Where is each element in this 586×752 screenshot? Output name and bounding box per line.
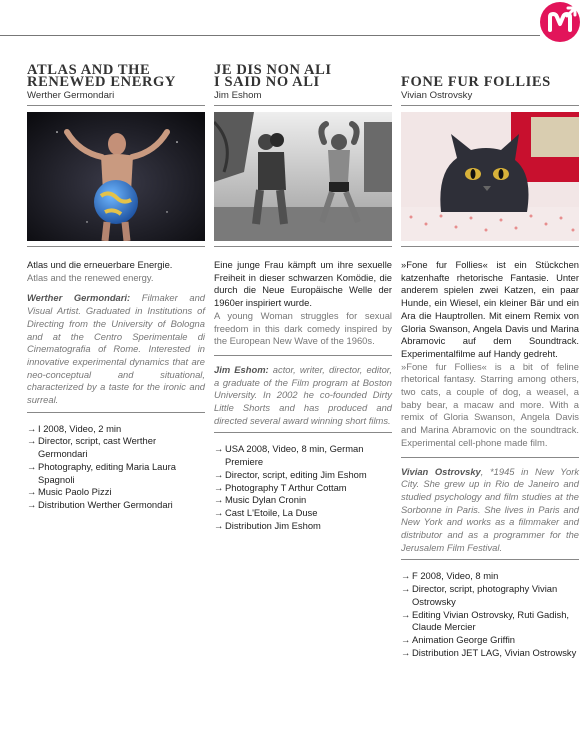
m-arrow-logo-icon <box>540 2 580 42</box>
credit-item: → USA 2008, Video, 8 min, German Premiere <box>214 443 364 468</box>
arrow-right-icon: → <box>401 570 411 582</box>
credit-item: → Photography T Arthur Cottam <box>214 481 347 493</box>
credits-list <box>27 423 205 512</box>
arrow-right-icon: → <box>27 498 37 510</box>
arrow-right-icon: → <box>214 481 224 493</box>
bio-text: actor, writer, director, editor, a graduate of the Film program at Boston University. In 2002 he co-founded Dirty Little Shorts and has produced and directed several award winning short films. <box>214 363 392 426</box>
bio-separator <box>401 457 579 555</box>
credits-section <box>214 432 392 532</box>
film-director: Werther Germondari <box>27 90 205 106</box>
bio-separator <box>214 355 392 428</box>
director-bio <box>27 292 205 406</box>
arrow-right-icon: → <box>401 608 411 620</box>
film-still-image <box>214 112 392 241</box>
arrow-right-icon: → <box>27 435 37 447</box>
arrow-right-icon: → <box>401 633 411 645</box>
credit-item: → Animation George Griffin <box>401 633 516 645</box>
description-english: Atlas and the renewed energy. <box>27 271 154 283</box>
bio-name: Jim Eshom: <box>214 363 269 375</box>
description-english: A young Woman struggles for sexual freedom in this dark comedy inspired by the European New Wave of the 1960s. <box>214 309 392 347</box>
description-english: »Fone fur Follies« is a bit of feline rhetorical fantasy. Starring among others, two cats, a couple of dog, a weasel, a baby bear, a macaw and more. With a remix of Gloria Swanson, Angela Davis and Marina Abramovic on the soundtrack. Experimental cell-phone made film. <box>401 360 579 448</box>
credit-item: → Director, script, cast Werther Germondari <box>27 435 157 460</box>
credit-item: → Music Paolo Pizzi <box>27 486 112 498</box>
credit-item: → Director, script, editing Jim Eshom <box>214 468 367 480</box>
credit-item: → Distribution Jim Eshom <box>214 519 321 531</box>
film-entry-je-dis-non-ali <box>214 64 392 532</box>
credit-item: → Director, script, photography Vivian Ostrowsky <box>401 583 558 607</box>
credit-item: → Distribution Werther Germondari <box>27 498 173 510</box>
arrow-right-icon: → <box>27 486 37 498</box>
director-bio <box>401 466 579 555</box>
top-rule <box>0 35 540 36</box>
credits-section <box>27 412 205 512</box>
description-german: Atlas und die erneuerbare Energie. <box>27 259 173 270</box>
arrow-right-icon: → <box>27 422 37 434</box>
film-entry-fone-fur-follies <box>401 64 579 659</box>
film-description <box>27 246 205 407</box>
credits-section <box>401 559 579 659</box>
description-german: Eine junge Frau kämpft um ihre sexuelle Freiheit in dieser schwarzen Komödie, die durch die Neue Europäische Welle der 1960er inspiriert wurde. <box>214 259 392 309</box>
credit-item: → F 2008, Video, 8 min <box>401 570 499 582</box>
credit-item: → Photography, editing Maria Laura Spagnoli <box>27 460 176 485</box>
credits-list <box>401 570 579 659</box>
bio-name: Werther Germondari: <box>27 292 131 304</box>
arrow-right-icon: → <box>214 494 224 506</box>
arrow-right-icon: → <box>214 506 224 518</box>
credit-item: → Editing Vivian Ostrovsky, Ruti Gadish, Claude Mercier <box>401 608 570 633</box>
film-title: FONE FUR FOLLIES <box>401 74 551 90</box>
bio-text: , *1945 in New York City. She grew up in Rio de Janeiro and studied psychology and film studies at the Sorbonne in Paris. She lives in Paris and New York and works as a filmmaker and distributor and as a programmer for the Jerusalem Film Festival. <box>401 465 580 553</box>
description-german: »Fone fur Follies« ist ein Stückchen katzenhafte rhetorische Fantasie. Unter anderem spielen zwei Katzen, ein paar Hunde, ein Wiesel, ein kleiner Bär und ein Ara die Hauptrollen. Mit einem Remix von Gloria Swanson, Angela Davis und Marina Abramovic auf dem Soundtrack. Experimentalfilme auf Handy gedreht. <box>401 259 579 359</box>
arrow-right-icon: → <box>401 646 411 658</box>
arrow-right-icon: → <box>401 583 411 595</box>
credit-item: → I 2008, Video, 2 min <box>27 422 122 434</box>
film-still-image <box>401 112 579 241</box>
arrow-right-icon: → <box>214 468 224 480</box>
film-title: JE DIS NON ALI I SAID NO ALI <box>214 62 332 90</box>
director-bio <box>214 364 392 428</box>
arrow-right-icon: → <box>214 443 224 455</box>
film-still-image <box>27 112 205 241</box>
film-description <box>401 246 579 554</box>
bio-name: Vivian Ostrovsky <box>401 465 481 477</box>
credits-list <box>214 443 392 532</box>
film-director: Vivian Ostrovsky <box>401 90 579 106</box>
bio-text: Filmaker and Visual Artist. Graduated in Institutions of Directing from the University of Bologna and at the Centro Sperimentale di Cinematografia of Rome. Interested in innovative experimental dynamics that are neo-conceptual and situational, characterized by a taste for the ironic and surreal. <box>27 292 205 406</box>
film-director: Jim Eshom <box>214 90 392 106</box>
film-description <box>214 246 392 427</box>
film-title: ATLAS AND THE RENEWED ENERGY <box>27 62 176 90</box>
credit-item: → Music Dylan Cronin <box>214 494 307 506</box>
arrow-right-icon: → <box>214 519 224 531</box>
film-entry-atlas <box>27 64 205 512</box>
credit-item: → Distribution JET LAG, Vivian Ostrowsky <box>401 646 577 658</box>
arrow-right-icon: → <box>27 460 37 472</box>
credit-item: → Cast L'Etoile, La Duse <box>214 506 318 518</box>
